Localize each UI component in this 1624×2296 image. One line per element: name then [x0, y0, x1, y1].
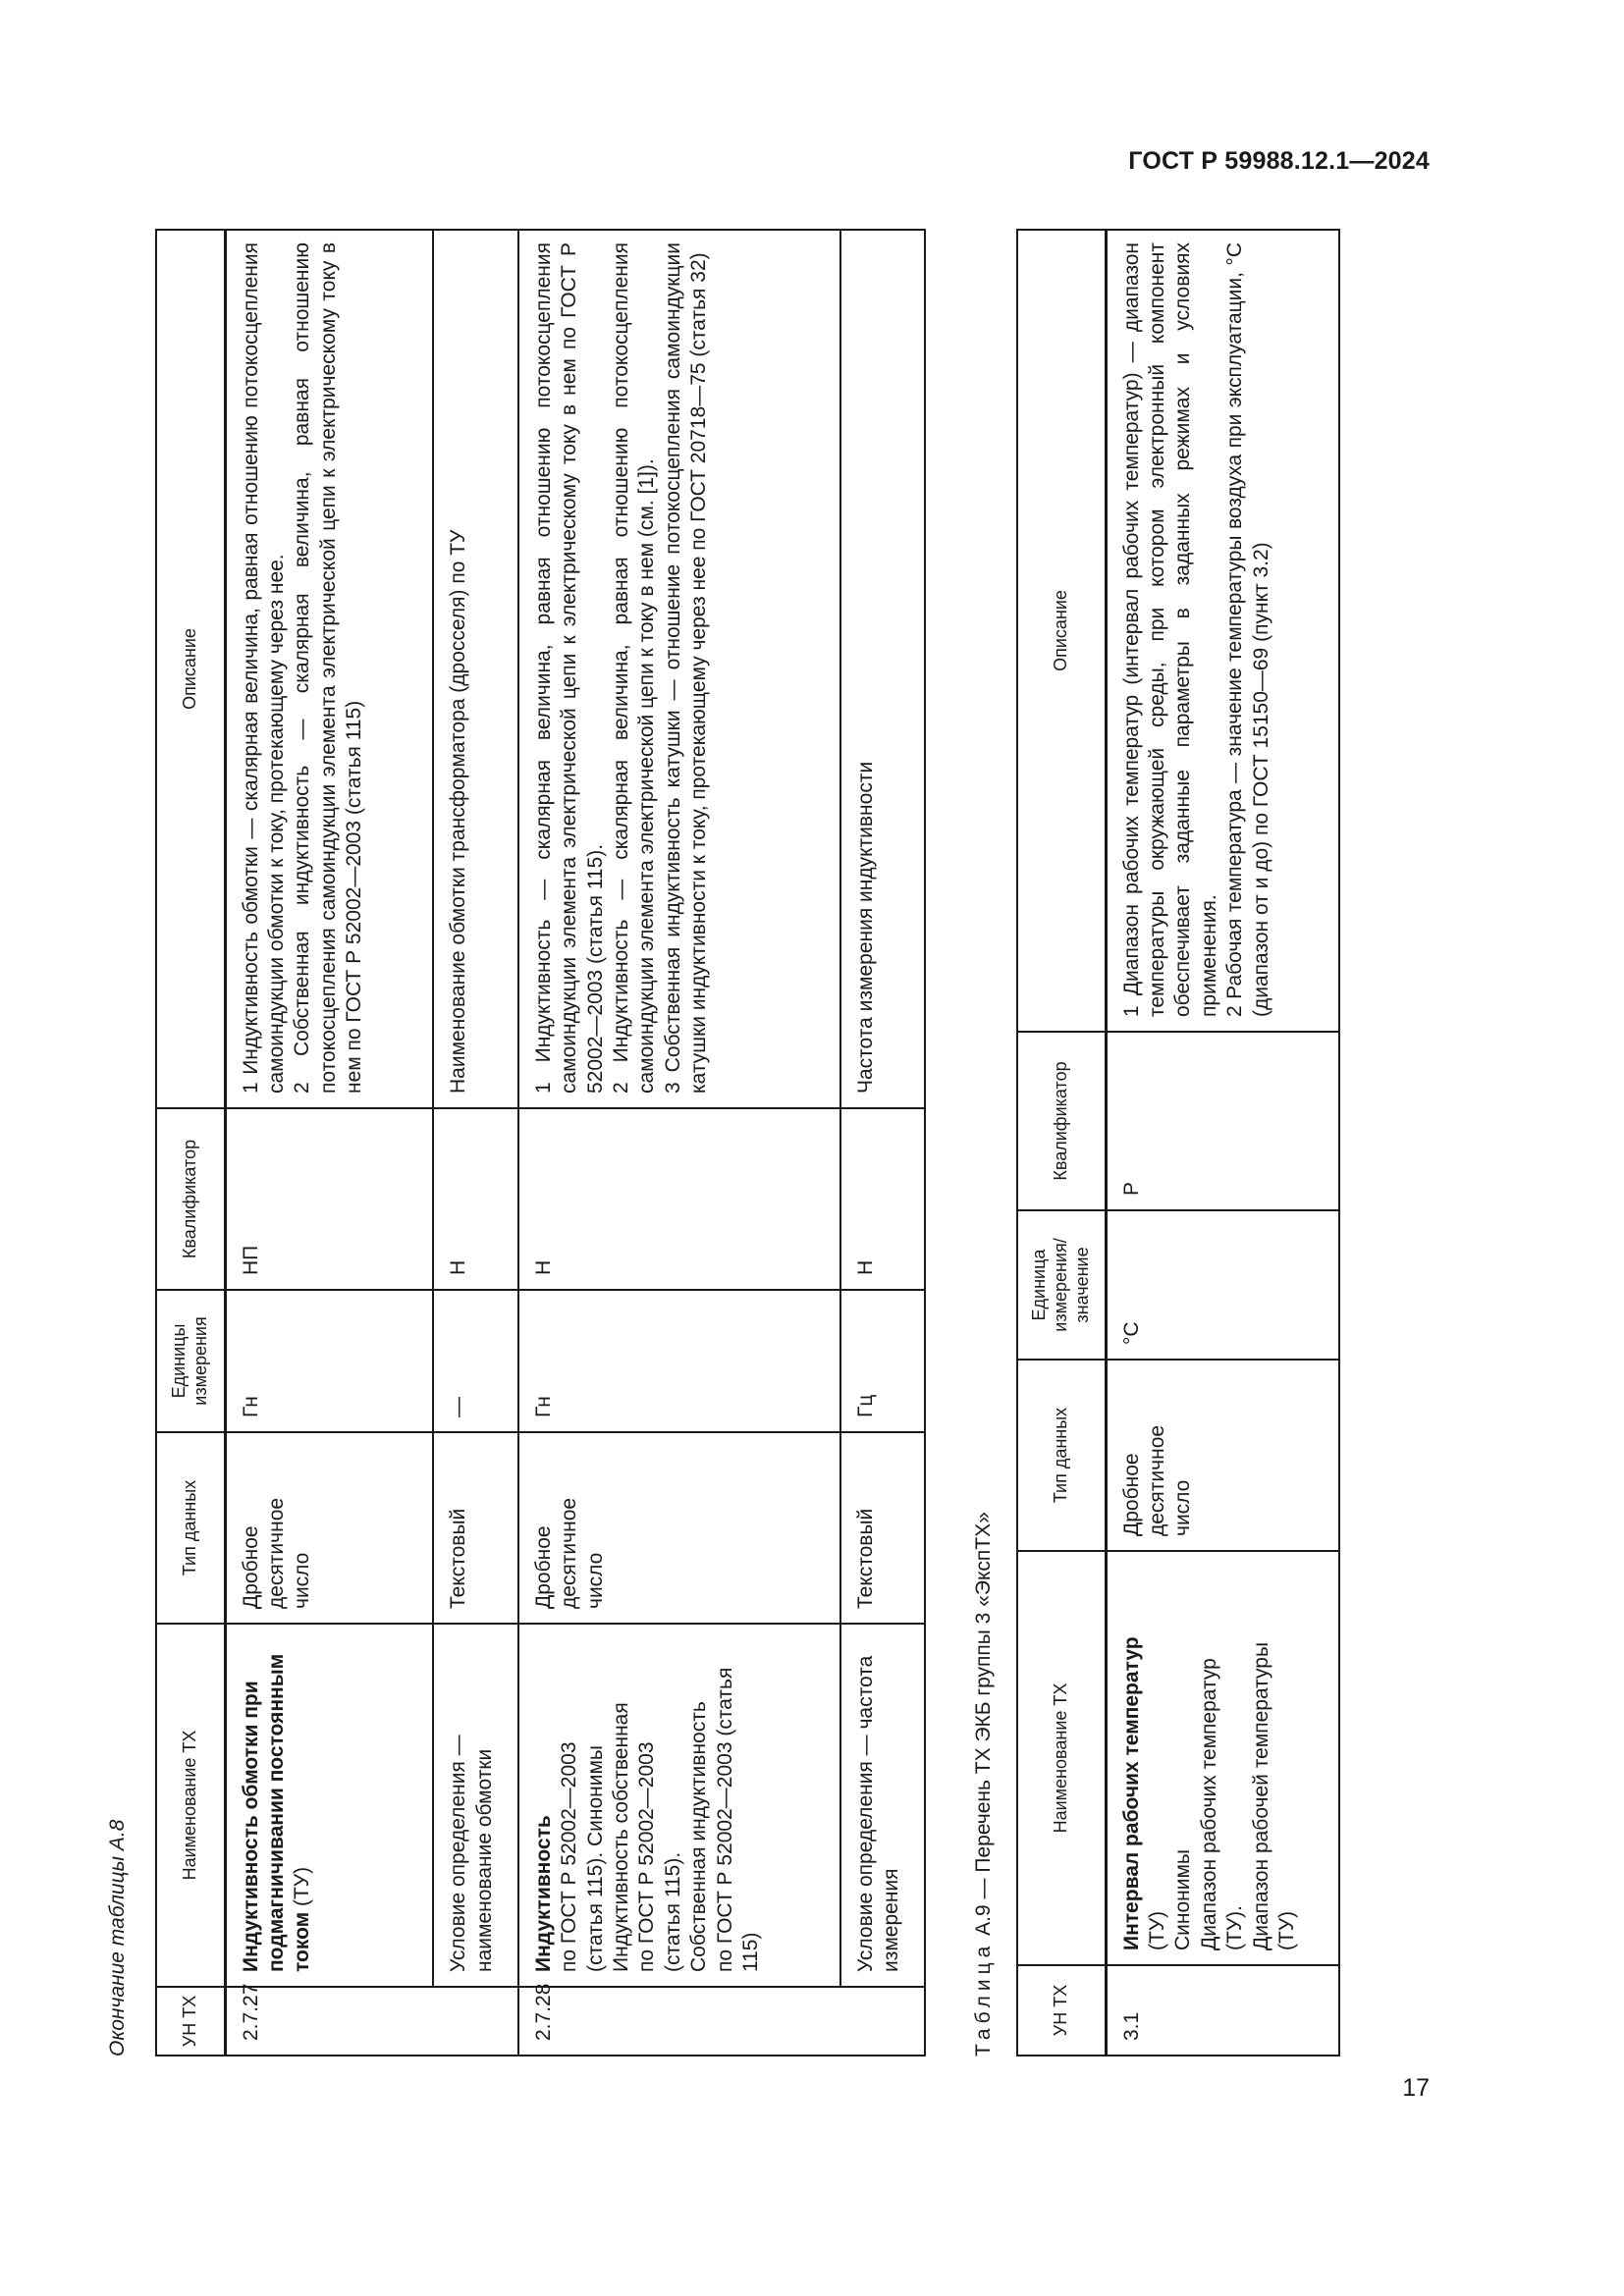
description-paragraph: 1 Индуктивность — скалярная величина, равная отношению потокосцепления самоиндукции элемента электрической цепи к электрическому току в нем по ГОСТ Р 52002—2003 (статья 115).	[531, 242, 607, 1094]
name-line: по ГОСТ Р 52002—2003	[635, 1741, 659, 1972]
name-bold: Индуктивность	[531, 1815, 555, 1972]
table-row	[840, 230, 925, 2056]
description-paragraph: 2 Индуктивность — скалярная величина, равная отношению потокосцепления самоиндукции элемента электрической цепи к току в нем (см. [1]).	[610, 242, 659, 1094]
table-a8	[155, 229, 926, 2056]
cell-code: 2.7.27	[225, 1987, 518, 2056]
cell-unit: Гн	[225, 1290, 433, 1432]
name-line: Собственная индуктивность	[687, 1701, 711, 1972]
cell-code: 2.7.28	[518, 1987, 925, 2056]
name-line: Синонимы	[1171, 1848, 1195, 1950]
table-title: А.9 — Перечень ТХ ЭКБ группы 3 «ЭкспТХ»	[972, 1512, 995, 1942]
cell-qualifier: НП	[225, 1108, 433, 1290]
cell-name	[518, 1624, 840, 1987]
description-paragraph: 1 Диапазон рабочих температур (интервал рабочих температур) — диапазон температуры окружающей среды, при котором электронный компонент обеспечивает заданные параметры в заданных режимах и условиях применения.	[1119, 242, 1220, 1017]
cell-qualifier: Р	[1106, 1032, 1339, 1210]
name-line: (ТУ)	[1275, 1910, 1299, 1950]
cell-qualifier: Н	[433, 1108, 517, 1290]
description-paragraph: 3 Собственная индуктивность катушки — отношение потокосцепления самоиндукции катушки индуктивности к току, протекающему через нее по ГОСТ 20718—75 (статья 32)	[661, 242, 711, 1094]
col-header-name: Наименование ТХ	[156, 1624, 225, 1987]
description-paragraph: Частота измерения индуктивности	[853, 761, 877, 1094]
name-line: (ТУ)	[1145, 1910, 1168, 1950]
description-paragraph: 2 Рабочая температура — значение температуры воздуха при эксплуатации, °С (диапазон от и до) по ГОСТ 15150—69 (пункт 3.2)	[1223, 242, 1272, 1017]
cell-description	[433, 230, 517, 1108]
cell-qualifier: Н	[840, 1108, 925, 1290]
col-header-description: Описание	[1017, 230, 1106, 1032]
cell-name: Условие определения — наименование обмотки	[433, 1624, 517, 1987]
cell-type: Текстовый	[433, 1432, 517, 1624]
cell-description	[225, 230, 433, 1108]
cell-name: Условие определения — частота измерения	[840, 1624, 925, 1987]
cell-name	[1106, 1551, 1339, 1965]
cell-description	[1106, 230, 1339, 1032]
cell-qualifier: Н	[518, 1108, 840, 1290]
name-line: по ГОСТ Р 52002—2003	[558, 1741, 581, 1972]
cell-description	[840, 230, 925, 1108]
table-label: Таблица	[972, 1941, 995, 2056]
cell-unit: Гц	[840, 1290, 925, 1432]
col-header-unit: Единицы измерения	[156, 1290, 225, 1432]
cell-unit: Гн	[518, 1290, 840, 1432]
cell-unit: °С	[1106, 1210, 1339, 1360]
cell-unit: —	[433, 1290, 517, 1432]
name-line: Диапазон рабочей температуры	[1249, 1641, 1272, 1950]
table-a9	[1016, 229, 1340, 2056]
col-header-qualifier: Квалификатор	[156, 1108, 225, 1290]
description-paragraph: Наименование обмотки трансформатора (дросселя) по ТУ	[447, 529, 470, 1094]
name-bold: Интервал рабочих температур	[1119, 1636, 1143, 1950]
cell-name	[225, 1624, 433, 1987]
landscape-content	[106, 128, 1343, 2071]
name-bold: Индуктивность обмотки при подмагничивании постоянным током	[239, 1653, 314, 1972]
name-line: (ТУ).	[1223, 1905, 1247, 1950]
name-line: (статья 115). Синонимы	[583, 1744, 607, 1972]
col-header-name: Наименование ТХ	[1017, 1551, 1106, 1965]
name-line: по ГОСТ Р 52002—2003 (статья 115)	[713, 1667, 763, 1972]
table-row	[518, 230, 840, 2056]
name-line: Диапазон рабочих температур	[1197, 1658, 1220, 1950]
col-header-description: Описание	[156, 230, 225, 1108]
cell-type: Дробное десятичное число	[1106, 1360, 1339, 1551]
col-header-type: Тип данных	[1017, 1360, 1106, 1551]
table-row	[433, 230, 517, 2056]
document-code: ГОСТ Р 59988.12.1—2024	[1128, 147, 1430, 175]
page-number: 17	[1402, 2074, 1430, 2102]
col-header-unit: Единица измерения/ значение	[1017, 1210, 1106, 1360]
table-a9-caption	[972, 1512, 996, 2056]
description-paragraph: 2 Собственная индуктивность — скалярная величина, равная отношению потокосцепления самоиндукции элемента электрической цепи к электрическому току в нем по ГОСТ Р 52002—2003 (статья 115)	[291, 242, 366, 1094]
table-a8-caption: Окончание таблицы А.8	[106, 1819, 129, 2056]
col-header-code: УН ТХ	[156, 1987, 225, 2056]
cell-description	[518, 230, 840, 1108]
table-row	[225, 230, 433, 2056]
name-line: (статья 115).	[661, 1851, 684, 1972]
cell-type: Дробное десятичное число	[225, 1432, 433, 1624]
col-header-qualifier: Квалификатор	[1017, 1032, 1106, 1210]
description-paragraph: 1 Индуктивность обмотки — скалярная величина, равная отношению потокосцепления самоиндукции обмотки к току, протекающему через нее.	[239, 242, 288, 1094]
name-rest: (ТУ)	[291, 1866, 314, 1912]
table-row	[1106, 230, 1339, 2056]
col-header-type: Тип данных	[156, 1432, 225, 1624]
cell-code: 3.1	[1106, 1965, 1339, 2056]
name-line: Индуктивность собственная	[610, 1702, 632, 1972]
col-header-code: УН ТХ	[1017, 1965, 1106, 2056]
cell-type: Дробное десятичное число	[518, 1432, 840, 1624]
cell-type: Текстовый	[840, 1432, 925, 1624]
